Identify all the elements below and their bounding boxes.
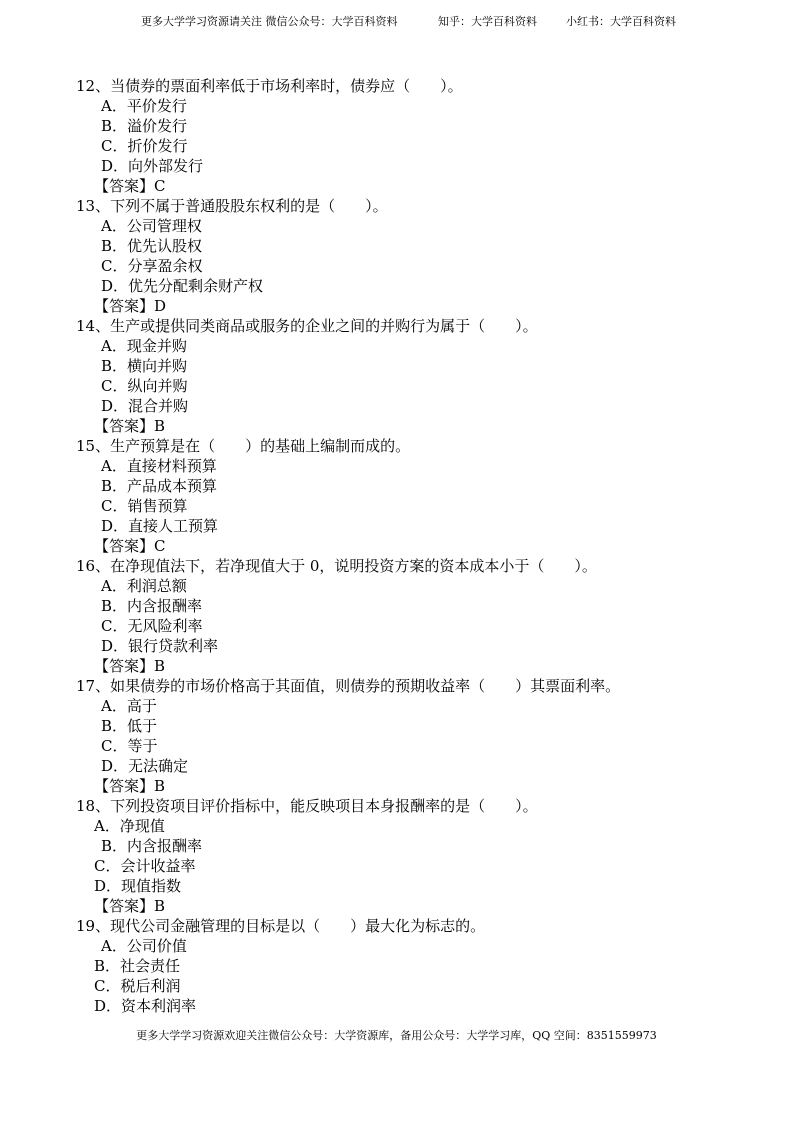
question-text: 16、在净现值法下，若净现值大于 0，说明投资方案的资本成本小于（ ）。 (76, 557, 597, 575)
option-b: B．社会责任 (94, 957, 181, 975)
option-d: D．无法确定 (101, 757, 189, 775)
question-text: 13、下列不属于普通股股东权利的是（ ）。 (76, 197, 388, 215)
answer-text: 【答案】B (94, 777, 166, 795)
option-c: C．无风险利率 (101, 617, 203, 635)
question-text: 15、生产预算是在（ ）的基础上编制而成的。 (76, 437, 411, 455)
option-c: C．分享盈余权 (101, 257, 203, 275)
header-xiaohongshu-text: 小红书：大学百科资料 (566, 15, 676, 28)
option-d: D．混合并购 (101, 397, 189, 415)
option-a: A．利润总额 (101, 577, 187, 595)
option-d: D．向外部发行 (101, 157, 204, 175)
question-text: 14、生产或提供同类商品或服务的企业之间的并购行为属于（ ）。 (76, 317, 538, 335)
option-c: C．折价发行 (101, 137, 188, 155)
option-b: B．内含报酬率 (101, 597, 203, 615)
header-wechat-text: 更多大学学习资源请关注 微信公众号：大学百科资料 (141, 15, 398, 28)
answer-text: 【答案】C (94, 177, 166, 195)
question-block (76, 76, 736, 196)
question-block (76, 436, 736, 556)
option-d: D．优先分配剩余财产权 (101, 277, 264, 295)
option-a: A．公司价值 (101, 937, 187, 955)
option-b: B．溢价发行 (101, 117, 188, 135)
answer-text: 【答案】D (94, 297, 167, 315)
option-a: A．高于 (101, 697, 157, 715)
option-b: B．横向并购 (101, 357, 188, 375)
question-list (76, 76, 736, 1016)
question-block (76, 916, 736, 1016)
question-block (76, 796, 736, 916)
option-b: B．产品成本预算 (101, 477, 218, 495)
answer-text: 【答案】C (94, 537, 166, 555)
answer-text: 【答案】B (94, 897, 166, 915)
option-a: A．现金并购 (101, 337, 187, 355)
option-d: D．银行贷款利率 (101, 637, 219, 655)
question-text: 17、如果债券的市场价格高于其面值，则债券的预期收益率（ ）其票面利率。 (76, 677, 621, 695)
option-a: A．净现值 (94, 817, 165, 835)
page-footer: 更多大学学习资源欢迎关注微信公众号：大学资源库，备用公众号：大学学习库，QQ 空间：8351559973 (136, 1029, 657, 1042)
option-c: C．销售预算 (101, 497, 188, 515)
option-c: C．等于 (101, 737, 158, 755)
option-c: C．纵向并购 (101, 377, 188, 395)
option-a: A．公司管理权 (101, 217, 202, 235)
option-c: C．税后利润 (94, 977, 181, 995)
question-block (76, 316, 736, 436)
option-a: A．平价发行 (101, 97, 187, 115)
question-block (76, 556, 736, 676)
option-b: B．优先认股权 (101, 237, 203, 255)
question-block (76, 196, 736, 316)
answer-text: 【答案】B (94, 417, 166, 435)
option-b: B．低于 (101, 717, 158, 735)
option-d: D．直接人工预算 (101, 517, 219, 535)
option-c: C．会计收益率 (94, 857, 196, 875)
option-b: B．内含报酬率 (101, 837, 203, 855)
question-text: 19、现代公司金融管理的目标是以（ ）最大化为标志的。 (76, 917, 486, 935)
answer-text: 【答案】B (94, 657, 166, 675)
question-text: 12、当债券的票面利率低于市场利率时，债券应（ ）。 (76, 77, 463, 95)
question-block (76, 676, 736, 796)
option-d: D．资本利润率 (94, 997, 197, 1015)
option-d: D．现值指数 (94, 877, 182, 895)
option-a: A．直接材料预算 (101, 457, 217, 475)
question-text: 18、下列投资项目评价指标中，能反映项目本身报酬率的是（ ）。 (76, 797, 538, 815)
header-zhihu-text: 知乎：大学百科资料 (438, 15, 537, 28)
